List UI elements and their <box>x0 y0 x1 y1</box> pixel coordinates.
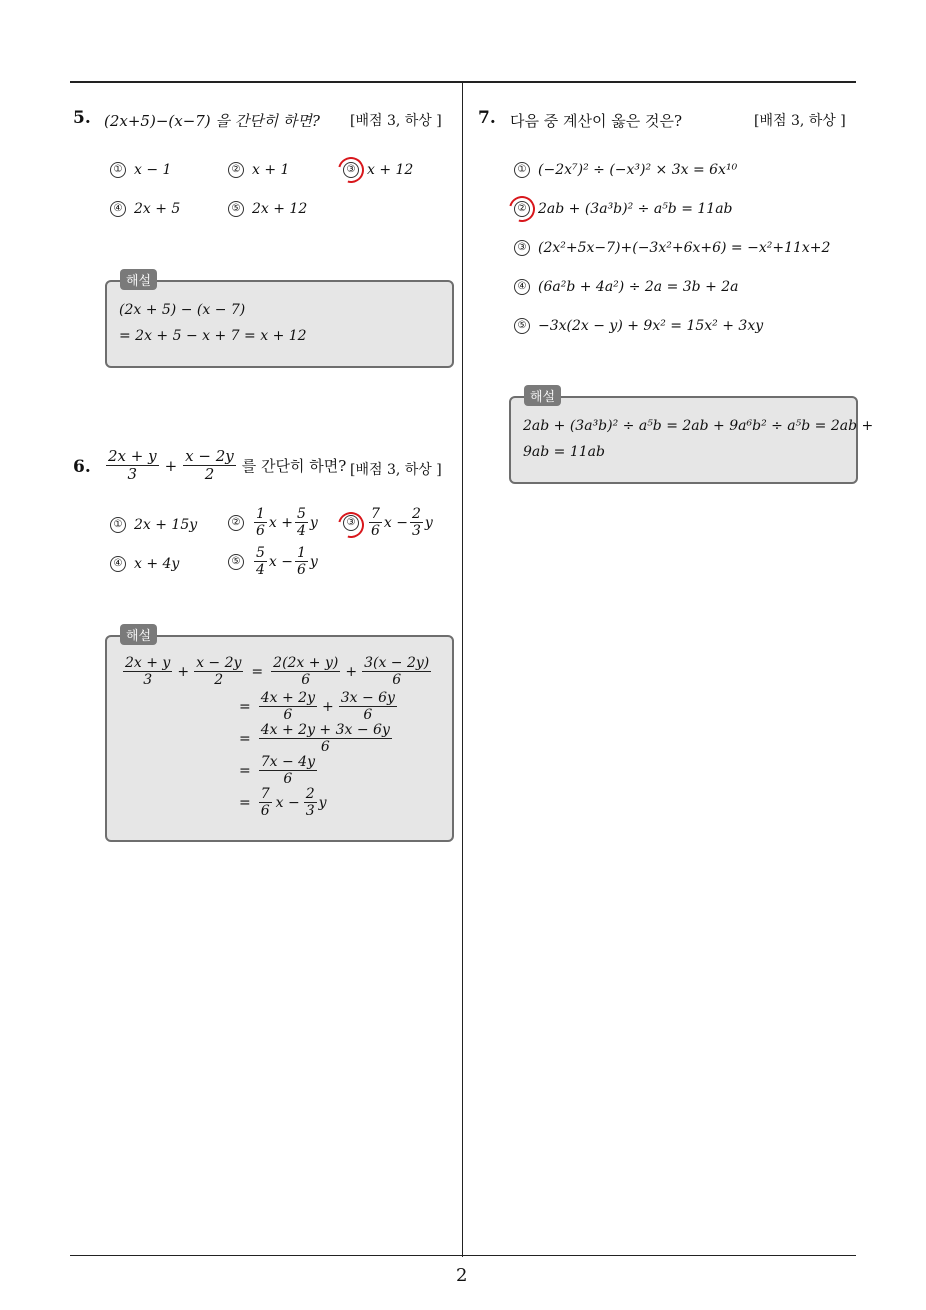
question-text: (2x+5)−(x−7) 을 간단히 하면? <box>104 112 320 130</box>
solution-tail: y <box>318 794 327 811</box>
fraction: $\frac{2x + y}{3}$ <box>108 447 157 484</box>
fraction: $\frac{2}{3}$ <box>305 786 315 820</box>
fraction: $\frac{1}{6}$ <box>256 506 265 540</box>
equals-sign: = <box>239 698 251 715</box>
choice-number: ② <box>228 162 244 178</box>
choice-text: (6a²b + 4a²) ÷ 2a = 3b + 2a <box>538 279 739 295</box>
choice-number: ⑤ <box>514 318 530 334</box>
solution-box <box>105 635 454 842</box>
choice-text: x + 4y <box>134 556 180 572</box>
equals-sign: = <box>239 730 251 747</box>
choice-text: x − 1 <box>134 162 172 178</box>
choice-number: ③ <box>343 515 359 531</box>
choice-1[interactable] <box>110 517 197 533</box>
plus-sign: + <box>164 456 178 475</box>
choice-number: ⑤ <box>228 201 244 217</box>
choice-mid: x + <box>268 514 293 531</box>
fraction: $\frac{4x + 2y + 3x - 6y}{6}$ <box>260 722 390 756</box>
choice-text: (2x²+5x−7)+(−3x²+6x+6) = −x²+11x+2 <box>538 240 831 256</box>
question-suffix: 를 간단히 하면? <box>241 457 347 476</box>
choice-1[interactable] <box>110 162 171 178</box>
fraction: $\frac{3x - 6y}{6}$ <box>340 690 395 724</box>
choice-number: ③ <box>514 240 530 256</box>
solution-label: 해설 <box>524 385 561 406</box>
choice-3[interactable] <box>514 240 830 256</box>
choice-2[interactable] <box>514 201 733 217</box>
solution-line-1: 2ab + (3a³b)² ÷ a⁵b = 2ab + 9a⁶b² ÷ a⁵b = 2ab + <box>523 418 874 434</box>
column-divider <box>462 83 463 1257</box>
solution-line-1: (2x + 5) − (x − 7) <box>119 302 246 318</box>
plus-sign: + <box>321 698 334 715</box>
score-label: [배점 3, 하상 ] <box>350 462 442 478</box>
choice-5[interactable] <box>228 545 318 578</box>
question-text: 다음 중 계산이 옳은 것은? <box>510 112 683 130</box>
score-label: [배점 3, 하상 ] <box>350 113 442 129</box>
solution-line-2 <box>239 690 399 723</box>
choice-tail: y <box>424 514 433 531</box>
choice-5[interactable] <box>514 318 763 334</box>
choice-text: (−2x⁷)² ÷ (−x³)² × 3x = 6x¹⁰ <box>538 162 738 178</box>
solution-line-1 <box>121 655 433 688</box>
bottom-rule <box>70 1255 856 1256</box>
equals-sign: = <box>239 762 251 779</box>
choice-number: ② <box>228 515 244 531</box>
choice-number: ① <box>514 162 530 178</box>
choice-number: ② <box>514 201 530 217</box>
choice-text: 2x + 15y <box>134 517 198 533</box>
choice-2[interactable] <box>228 162 289 178</box>
question-number: 6. <box>73 457 91 477</box>
choice-mid: x − <box>383 514 408 531</box>
fraction: $\frac{2x + y}{3}$ <box>125 655 171 689</box>
choice-number: ④ <box>110 201 126 217</box>
answer-circle-mark <box>333 152 369 188</box>
choice-number: ③ <box>343 162 359 178</box>
fraction: $\frac{x - 2y}{2}$ <box>185 447 234 484</box>
solution-box <box>509 396 874 484</box>
fraction: $\frac{7}{6}$ <box>260 786 270 820</box>
plus-sign: + <box>345 663 358 680</box>
solution-line-3 <box>239 722 394 755</box>
solution-line-5 <box>239 786 327 819</box>
choice-mid: x − <box>268 553 293 570</box>
solution-line-2: = 2x + 5 − x + 7 = x + 12 <box>119 328 307 344</box>
choice-tail: y <box>309 553 318 570</box>
fraction: $\frac{5}{4}$ <box>256 545 265 579</box>
fraction: $\frac{5}{4}$ <box>297 506 306 540</box>
choice-4[interactable] <box>110 201 180 217</box>
top-rule <box>70 81 856 83</box>
solution-line-4 <box>239 754 319 787</box>
fraction: $\frac{7}{6}$ <box>371 506 380 540</box>
choice-tail: y <box>309 514 318 531</box>
question-text <box>104 448 346 484</box>
fraction: $\frac{4x + 2y}{6}$ <box>260 690 315 724</box>
fraction: $\frac{7x - 4y}{6}$ <box>260 754 315 788</box>
choice-4[interactable] <box>110 556 179 572</box>
question-number: 7. <box>478 108 496 128</box>
choice-number: ⑤ <box>228 554 244 570</box>
choice-2[interactable] <box>228 506 318 539</box>
solution-label: 해설 <box>120 269 157 290</box>
solution-line-2: 9ab = 11ab <box>523 444 605 460</box>
fraction: $\frac{2(2x + y)}{6}$ <box>273 655 339 689</box>
fraction: $\frac{2}{3}$ <box>412 506 421 540</box>
choice-4[interactable] <box>514 279 739 295</box>
choice-text: 2ab + (3a³b)² ÷ a⁵b = 11ab <box>538 201 733 217</box>
choice-text: 2x + 5 <box>134 201 181 217</box>
plus-sign: + <box>177 663 190 680</box>
choice-1[interactable] <box>514 162 737 178</box>
choice-number: ① <box>110 162 126 178</box>
choice-text: −3x(2x − y) + 9x² = 15x² + 3xy <box>538 318 764 334</box>
choice-text: 2x + 12 <box>252 201 308 217</box>
question-number: 5. <box>73 108 91 128</box>
choice-text: x + 12 <box>367 162 414 178</box>
choice-number: ④ <box>514 279 530 295</box>
fraction: $\frac{3(x - 2y)}{6}$ <box>364 655 430 689</box>
fraction: $\frac{x - 2y}{2}$ <box>196 655 242 689</box>
answer-circle-mark <box>504 191 540 227</box>
score-label: [배점 3, 하상 ] <box>754 113 846 129</box>
choice-5[interactable] <box>228 201 307 217</box>
choice-number: ① <box>110 517 126 533</box>
choice-text: x + 1 <box>252 162 290 178</box>
page-number: 2 <box>456 1265 468 1286</box>
solution-box <box>105 280 454 368</box>
solution-label: 해설 <box>120 624 157 645</box>
equals-sign: = <box>239 794 251 811</box>
choice-number: ④ <box>110 556 126 572</box>
equals-sign: = <box>251 663 264 680</box>
fraction: $\frac{1}{6}$ <box>297 545 306 579</box>
solution-mid: x − <box>275 794 300 811</box>
